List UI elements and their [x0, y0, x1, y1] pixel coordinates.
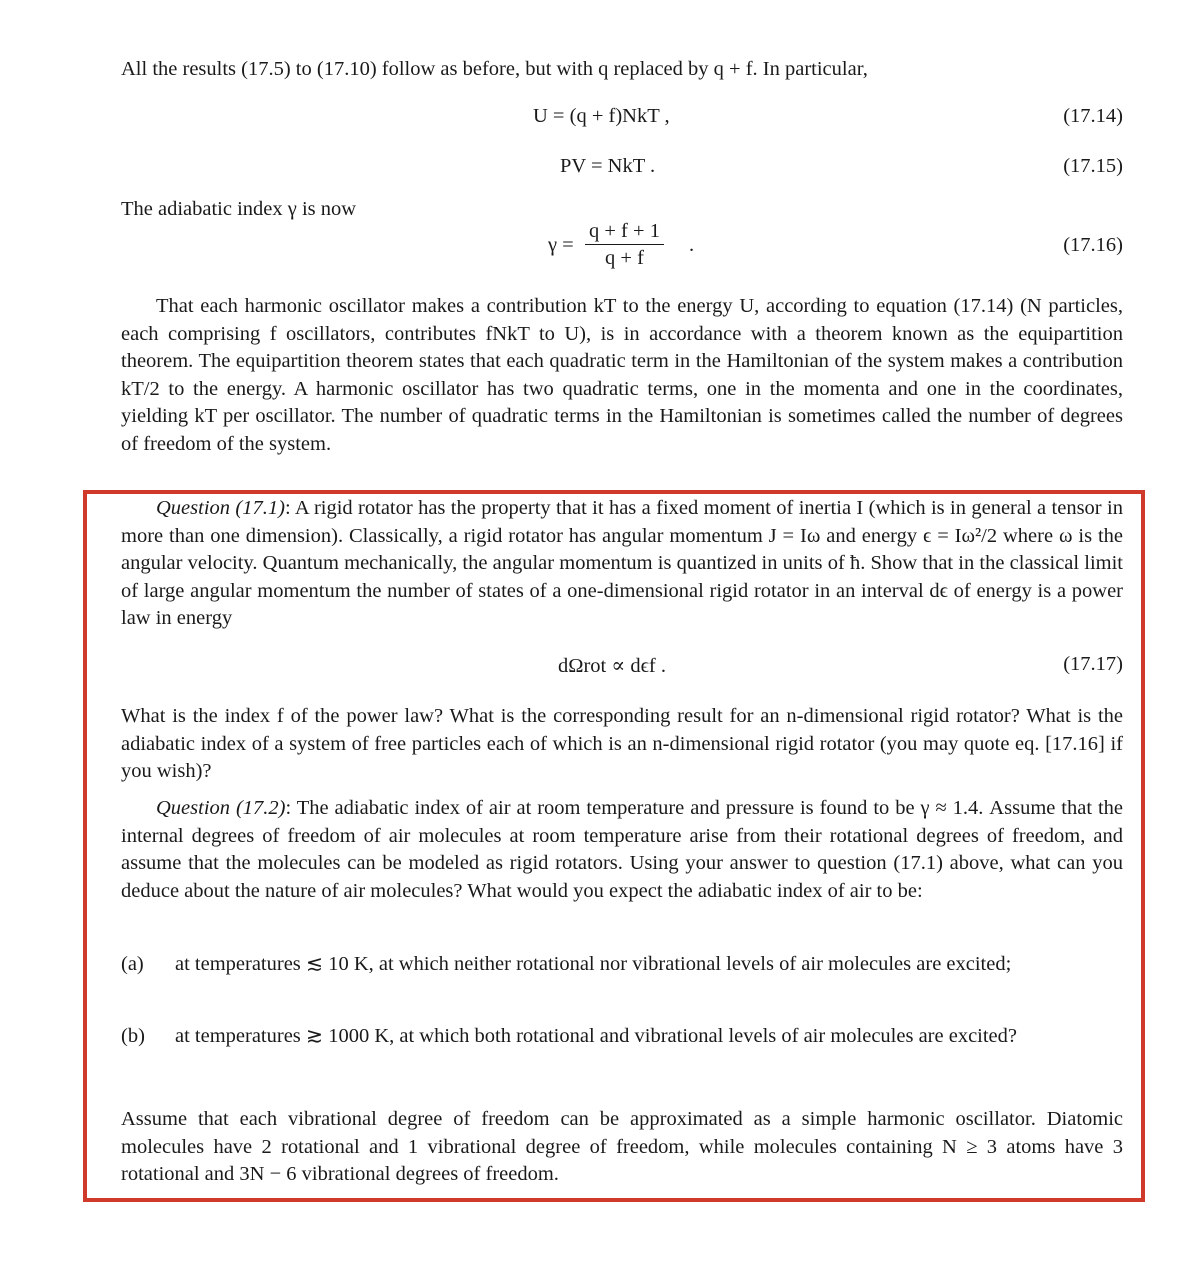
equation-fraction — [585, 218, 664, 271]
question-text: A rigid rotator has the property that it has a fixed moment of inertia I (which is in general a tensor in more than one dimension). Classically, a rigid rotator has angular momentum J = Iω and energy ϵ = Iω²/2 where ω is the angular velocity. Quantum mechanically, the angular momentum is quantized in units of ħ. Show that in the classical limit of large angular momentum the number of states of a one-dimensional rigid rotator in an interval dϵ of energy is a power law in energy — [121, 497, 1123, 629]
equation-lhs: γ = — [548, 234, 574, 256]
item-text: at temperatures ≳ 1000 K, at which both rotational and vibrational levels of air molecules are excited? — [175, 1025, 1018, 1047]
item-label: (b) — [121, 1025, 145, 1047]
equation-number: (17.14) — [1063, 105, 1123, 127]
equation-17-16 — [121, 218, 1123, 278]
equation-body: dΩrot ∝ dϵf . — [558, 655, 667, 677]
question-label: Question (17.2) — [156, 797, 286, 819]
equation-17-14 — [121, 105, 1123, 137]
equation-number: (17.15) — [1063, 155, 1123, 177]
adiabatic-intro: The adiabatic index γ is now — [121, 198, 357, 220]
question-17-1: Question (17.1): A rigid rotator has the property that it has a fixed moment of inertia I (which is in general a tensor in more than one dimension). Classically, a rigid rotator has angular momentum J = Iω and energy ϵ = Iω²/2 where ω is the angular velocity. Quantum mechanically, the angular momentum is quantized in units of ħ. Show that in the classical limit of large angular momentum the number of states of a one-dimensional rigid rotator in an interval dϵ of energy is a power law in energy — [121, 497, 1123, 629]
equation-number: (17.16) — [1063, 234, 1123, 256]
equation-number: (17.17) — [1063, 653, 1123, 675]
question-label: Question (17.1) — [156, 497, 285, 519]
list-item-b — [121, 1023, 1123, 1079]
fraction-denominator: q + f — [605, 247, 644, 269]
question-17-2-closing: Assume that each vibrational degree of freedom can be approximated as a simple harmonic oscillator. Diatomic molecules have 2 rotational and 1 vibrational degree of freedom, while molecules containing N ≥ 3 atoms have 3 rotational and 3N − 6 vibrational degrees of freedom. — [121, 1108, 1123, 1185]
question-17-1-followup: What is the index f of the power law? What is the corresponding result for an n-dimensional rigid rotator? What is the adiabatic index of a system of free particles each of which is an n-dimensional rigid rotator (you may quote eq. [17.16] if you wish)? — [121, 705, 1123, 782]
item-text: at temperatures ≲ 10 K, at which neither rotational nor vibrational levels of air molecules are excited; — [175, 953, 1012, 975]
question-17-2: Question (17.2): The adiabatic index of air at room temperature and pressure is found to be γ ≈ 1.4. Assume that the internal degrees of freedom of air molecules at room temperature arise from their rotational degrees of freedom, and assume that the molecules can be modeled as rigid rotators. Using your answer to question (17.1) above, what can you deduce about the nature of air molecules? What would you expect the adiabatic index of air to be: — [121, 797, 1123, 902]
equation-body: U = (q + f)NkT , — [533, 105, 670, 127]
equation-body: PV = NkT . — [560, 155, 656, 177]
list-item-a — [121, 951, 1123, 1007]
intro-line: All the results (17.5) to (17.10) follow as before, but with q replaced by q + f. In particular, — [121, 58, 868, 80]
equipartition-paragraph: That each harmonic oscillator makes a contribution kT to the energy U, according to equation (17.14) (N particles, each comprising f oscillators, contributes fNkT to U), is in accordance with a theorem known as the equipartition theorem. The equipartition theorem states that each quadratic term in the Hamiltonian of the system makes a contribution kT/2 to the energy. A harmonic oscillator has two quadratic terms, one in the momenta and one in the coordinates, yielding kT per oscillator. The number of quadratic terms in the Hamiltonian is sometimes called the number of degrees of freedom of the system. — [121, 295, 1123, 455]
question-text: The adiabatic index of air at room temperature and pressure is found to be γ ≈ 1.4. Assume that the internal degrees of freedom of air molecules at room temperature arise from their rotational degrees of freedom, and assume that the molecules can be modeled as rigid rotators. Using your answer to question (17.1) above, what can you deduce about the nature of air molecules? What would you expect the adiabatic index of air to be: — [121, 797, 1123, 902]
equation-17-15 — [121, 155, 1123, 187]
fraction-numerator: q + f + 1 — [585, 218, 664, 245]
equation-17-17 — [121, 653, 1123, 685]
item-label: (a) — [121, 953, 144, 975]
equation-tail: . — [689, 234, 695, 256]
